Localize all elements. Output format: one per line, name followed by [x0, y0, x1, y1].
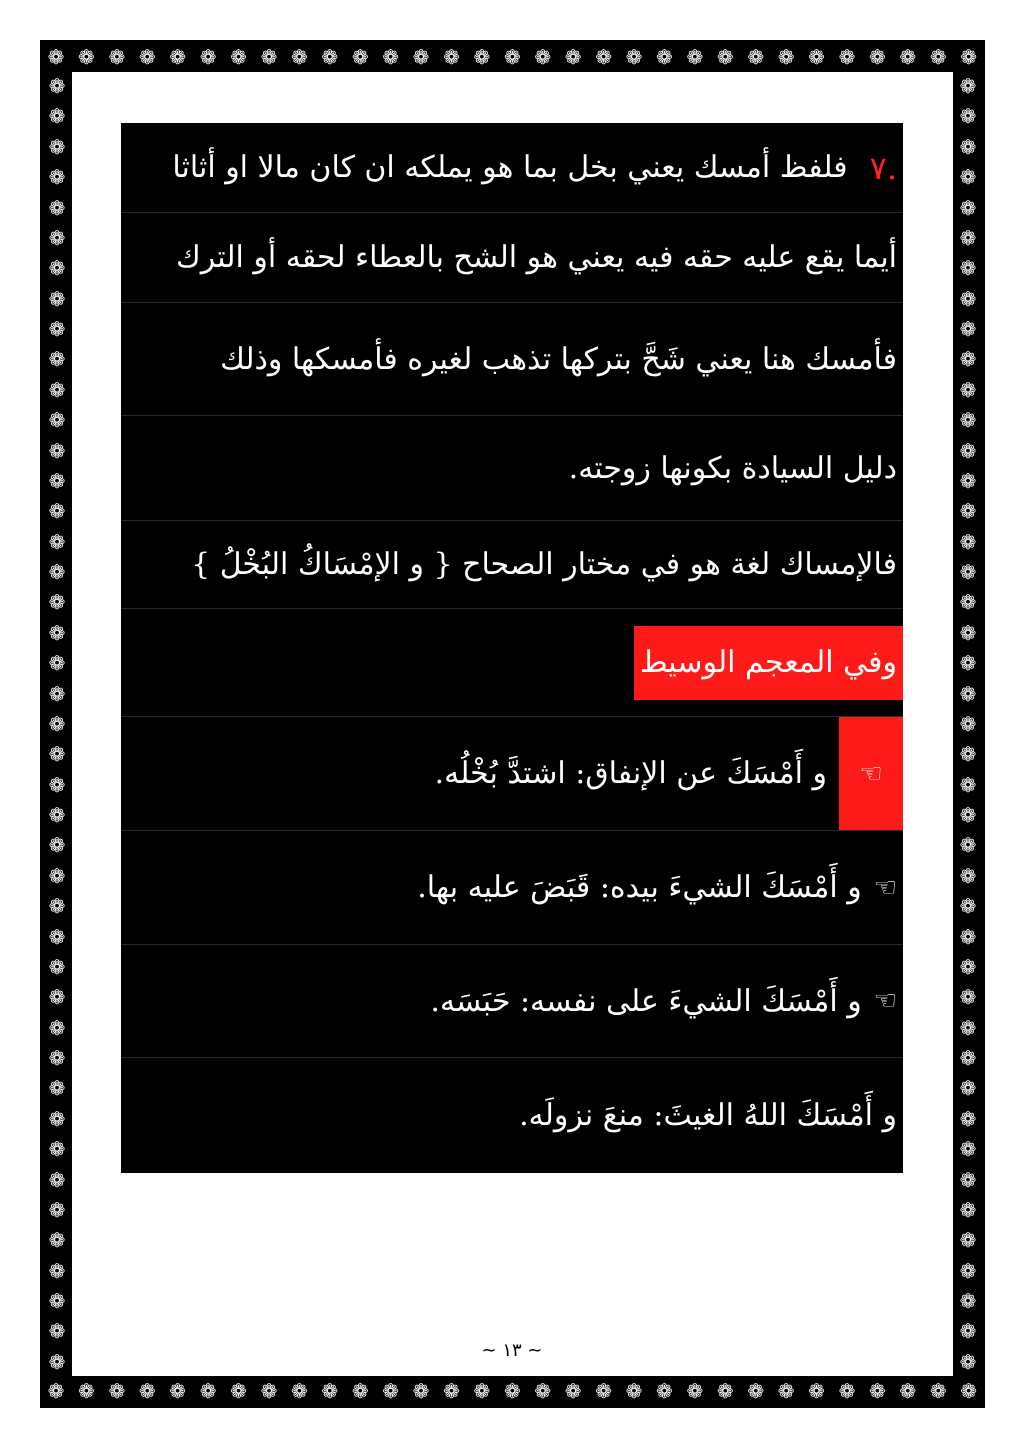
swirl-flower-icon: ❁ [48, 985, 66, 1010]
swirl-flower-icon: ❁ [960, 45, 978, 69]
highlighted-heading: وفي المعجم الوسيط [634, 626, 903, 700]
text-line-9 [121, 945, 903, 1058]
swirl-flower-icon: ❁ [382, 1379, 400, 1403]
line-text: و أَمْسَكَ عن الإنفاق: اشتدَّ بُخْلُه. [434, 756, 827, 791]
text-line-5 [121, 521, 903, 609]
swirl-flower-icon: ❁ [959, 620, 977, 645]
swirl-flower-icon: ❁ [686, 45, 704, 69]
swirl-flower-icon: ❁ [48, 954, 66, 979]
swirl-flower-icon: ❁ [959, 134, 977, 159]
line-text: فلفظ أمسك يعني بخل بما هو يملكه ان كان مالا او أثاثا [172, 150, 848, 185]
swirl-flower-icon: ❁ [959, 894, 977, 919]
swirl-flower-icon: ❁ [747, 1379, 765, 1403]
swirl-flower-icon: ❁ [48, 104, 66, 129]
text-line-7 [121, 717, 903, 831]
swirl-flower-icon: ❁ [959, 377, 977, 402]
text-block [121, 123, 903, 1173]
swirl-flower-icon: ❁ [260, 1379, 278, 1403]
swirl-flower-icon: ❁ [48, 438, 66, 463]
text-line-4 [121, 416, 903, 521]
line-text: و أَمْسَكَ الشيءَ على نفسه: حَبَسَه. [430, 983, 862, 1019]
swirl-flower-icon: ❁ [869, 1379, 886, 1403]
swirl-flower-icon: ❁ [382, 45, 400, 69]
swirl-flower-icon: ❁ [959, 560, 977, 584]
swirl-flower-icon: ❁ [48, 560, 66, 584]
swirl-flower-icon: ❁ [959, 681, 977, 706]
swirl-flower-icon: ❁ [48, 833, 66, 858]
swirl-flower-icon: ❁ [959, 742, 977, 767]
swirl-flower-icon: ❁ [595, 1379, 612, 1403]
text-line-3 [121, 303, 903, 416]
swirl-flower-icon: ❁ [48, 1349, 66, 1374]
swirl-flower-icon: ❁ [899, 45, 917, 69]
swirl-flower-icon: ❁ [473, 45, 491, 69]
swirl-flower-icon: ❁ [260, 45, 278, 69]
page-number: ~ ١٣ ~ [481, 1340, 543, 1361]
swirl-flower-icon: ❁ [230, 1379, 247, 1403]
swirl-flower-icon: ❁ [48, 651, 66, 676]
swirl-flower-icon: ❁ [959, 772, 977, 797]
swirl-flower-icon: ❁ [48, 74, 66, 98]
swirl-flower-icon: ❁ [838, 1379, 856, 1403]
swirl-flower-icon: ❁ [959, 1349, 977, 1374]
border-bottom [44, 1377, 981, 1405]
swirl-flower-icon: ❁ [48, 317, 66, 341]
swirl-flower-icon: ❁ [108, 45, 126, 69]
swirl-flower-icon: ❁ [808, 45, 825, 69]
swirl-flower-icon: ❁ [290, 1379, 308, 1403]
swirl-flower-icon: ❁ [48, 347, 66, 372]
swirl-flower-icon: ❁ [48, 225, 66, 250]
swirl-flower-icon: ❁ [48, 134, 66, 159]
border-top [44, 43, 981, 71]
swirl-flower-icon: ❁ [48, 894, 66, 919]
swirl-flower-icon: ❁ [48, 1289, 66, 1313]
swirl-flower-icon: ❁ [48, 742, 66, 767]
swirl-flower-icon: ❁ [48, 1046, 66, 1070]
swirl-flower-icon: ❁ [959, 954, 977, 979]
swirl-flower-icon: ❁ [959, 1015, 977, 1040]
swirl-flower-icon: ❁ [959, 833, 977, 858]
swirl-flower-icon: ❁ [351, 1379, 369, 1403]
swirl-flower-icon: ❁ [48, 195, 66, 220]
swirl-flower-icon: ❁ [959, 104, 977, 129]
swirl-flower-icon: ❁ [959, 985, 977, 1010]
swirl-flower-icon: ❁ [959, 529, 977, 554]
swirl-flower-icon: ❁ [959, 1106, 977, 1131]
swirl-flower-icon: ❁ [959, 256, 977, 281]
swirl-flower-icon: ❁ [929, 1379, 947, 1403]
text-line-2 [121, 213, 903, 303]
line-text: فأمسك هنا يعني شَحَّ بتركها تذهب لغيره فأمسكها وذلك [220, 341, 897, 377]
pointing-hand-icon: ☜ [873, 872, 897, 903]
swirl-flower-icon: ❁ [321, 45, 339, 69]
line-text: و أَمْسَكَ الشيءَ بيده: قَبَضَ عليه بها. [417, 870, 862, 905]
swirl-flower-icon: ❁ [412, 1379, 430, 1403]
swirl-flower-icon: ❁ [48, 1137, 66, 1162]
pointing-hand-icon: ☜ [859, 758, 883, 789]
item-number: .٧ [869, 148, 897, 187]
swirl-flower-icon: ❁ [47, 1379, 65, 1403]
line-text: فالإمساك لغة هو في مختار الصحاح { و الإمْسَاكُ البُخْلُ } [191, 547, 897, 582]
swirl-flower-icon: ❁ [321, 1379, 339, 1403]
swirl-flower-icon: ❁ [108, 1379, 126, 1403]
swirl-flower-icon: ❁ [534, 1379, 552, 1403]
swirl-flower-icon: ❁ [48, 711, 66, 736]
swirl-flower-icon: ❁ [716, 45, 734, 69]
swirl-flower-icon: ❁ [48, 681, 66, 706]
highlight-box [839, 717, 903, 830]
swirl-flower-icon: ❁ [959, 195, 977, 220]
swirl-flower-icon: ❁ [48, 377, 66, 402]
swirl-flower-icon: ❁ [929, 45, 947, 69]
swirl-flower-icon: ❁ [838, 45, 856, 69]
swirl-flower-icon: ❁ [48, 863, 66, 888]
swirl-flower-icon: ❁ [351, 45, 369, 69]
swirl-flower-icon: ❁ [47, 45, 65, 69]
swirl-flower-icon: ❁ [48, 620, 66, 645]
swirl-flower-icon: ❁ [959, 468, 977, 493]
swirl-flower-icon: ❁ [959, 1289, 977, 1313]
text-line-6 [121, 609, 903, 717]
swirl-flower-icon: ❁ [959, 1319, 977, 1344]
swirl-flower-icon: ❁ [777, 45, 795, 69]
line-text: دليل السيادة بكونها زوجته. [568, 450, 897, 486]
swirl-flower-icon: ❁ [169, 45, 187, 69]
swirl-flower-icon: ❁ [959, 1197, 977, 1222]
swirl-flower-icon: ❁ [48, 1167, 66, 1192]
swirl-flower-icon: ❁ [960, 1379, 978, 1403]
swirl-flower-icon: ❁ [138, 45, 156, 69]
swirl-flower-icon: ❁ [959, 1258, 977, 1283]
swirl-flower-icon: ❁ [48, 499, 66, 524]
swirl-flower-icon: ❁ [959, 1228, 977, 1253]
swirl-flower-icon: ❁ [777, 1379, 795, 1403]
swirl-flower-icon: ❁ [959, 1076, 977, 1101]
swirl-flower-icon: ❁ [959, 408, 977, 433]
swirl-flower-icon: ❁ [716, 1379, 734, 1403]
swirl-flower-icon: ❁ [959, 1167, 977, 1192]
swirl-flower-icon: ❁ [412, 45, 430, 69]
swirl-flower-icon: ❁ [656, 1379, 673, 1403]
swirl-flower-icon: ❁ [959, 438, 977, 463]
swirl-flower-icon: ❁ [959, 286, 977, 311]
swirl-flower-icon: ❁ [686, 1379, 704, 1403]
swirl-flower-icon: ❁ [959, 499, 977, 524]
text-line-10 [121, 1058, 903, 1173]
swirl-flower-icon: ❁ [48, 1015, 66, 1040]
swirl-flower-icon: ❁ [48, 286, 66, 311]
swirl-flower-icon: ❁ [48, 1076, 66, 1101]
swirl-flower-icon: ❁ [473, 1379, 491, 1403]
swirl-flower-icon: ❁ [78, 1379, 95, 1403]
swirl-flower-icon: ❁ [199, 1379, 217, 1403]
swirl-flower-icon: ❁ [48, 772, 66, 797]
swirl-flower-icon: ❁ [959, 1137, 977, 1162]
swirl-flower-icon: ❁ [48, 590, 66, 615]
swirl-flower-icon: ❁ [656, 45, 673, 69]
swirl-flower-icon: ❁ [230, 45, 247, 69]
swirl-flower-icon: ❁ [747, 45, 765, 69]
swirl-flower-icon: ❁ [625, 1379, 643, 1403]
swirl-flower-icon: ❁ [199, 45, 217, 69]
swirl-flower-icon: ❁ [48, 1319, 66, 1344]
swirl-flower-icon: ❁ [48, 165, 66, 190]
swirl-flower-icon: ❁ [625, 45, 643, 69]
swirl-flower-icon: ❁ [48, 529, 66, 554]
swirl-flower-icon: ❁ [48, 468, 66, 493]
swirl-flower-icon: ❁ [959, 225, 977, 250]
swirl-flower-icon: ❁ [534, 45, 552, 69]
swirl-flower-icon: ❁ [503, 1379, 521, 1403]
swirl-flower-icon: ❁ [959, 924, 977, 949]
swirl-flower-icon: ❁ [959, 711, 977, 736]
swirl-flower-icon: ❁ [959, 165, 977, 190]
swirl-flower-icon: ❁ [808, 1379, 825, 1403]
swirl-flower-icon: ❁ [48, 408, 66, 433]
swirl-flower-icon: ❁ [48, 1197, 66, 1222]
swirl-flower-icon: ❁ [959, 347, 977, 372]
border-right [954, 74, 982, 1374]
swirl-flower-icon: ❁ [48, 256, 66, 281]
swirl-flower-icon: ❁ [959, 863, 977, 888]
swirl-flower-icon: ❁ [169, 1379, 187, 1403]
swirl-flower-icon: ❁ [78, 45, 95, 69]
text-line-1 [121, 123, 903, 213]
text-line-8 [121, 831, 903, 945]
swirl-flower-icon: ❁ [290, 45, 308, 69]
swirl-flower-icon: ❁ [503, 45, 521, 69]
swirl-flower-icon: ❁ [595, 45, 612, 69]
swirl-flower-icon: ❁ [959, 1046, 977, 1070]
pointing-hand-icon: ☜ [873, 986, 897, 1016]
swirl-flower-icon: ❁ [48, 1228, 66, 1253]
swirl-flower-icon: ❁ [564, 45, 582, 69]
swirl-flower-icon: ❁ [959, 74, 977, 98]
swirl-flower-icon: ❁ [48, 924, 66, 949]
swirl-flower-icon: ❁ [48, 803, 66, 827]
swirl-flower-icon: ❁ [138, 1379, 156, 1403]
swirl-flower-icon: ❁ [48, 1106, 66, 1131]
swirl-flower-icon: ❁ [959, 651, 977, 676]
swirl-flower-icon: ❁ [869, 45, 886, 69]
swirl-flower-icon: ❁ [48, 1258, 66, 1283]
swirl-flower-icon: ❁ [959, 590, 977, 615]
line-text: و أَمْسَكَ اللهُ الغيثَ: منعَ نزولَه. [519, 1098, 897, 1133]
swirl-flower-icon: ❁ [899, 1379, 917, 1403]
swirl-flower-icon: ❁ [564, 1379, 582, 1403]
line-text: أيما يقع عليه حقه فيه يعني هو الشح بالعطاء لحقه أو الترك [176, 240, 897, 275]
swirl-flower-icon: ❁ [443, 1379, 460, 1403]
border-left [43, 74, 71, 1374]
swirl-flower-icon: ❁ [959, 317, 977, 341]
swirl-flower-icon: ❁ [959, 803, 977, 827]
swirl-flower-icon: ❁ [443, 45, 460, 69]
